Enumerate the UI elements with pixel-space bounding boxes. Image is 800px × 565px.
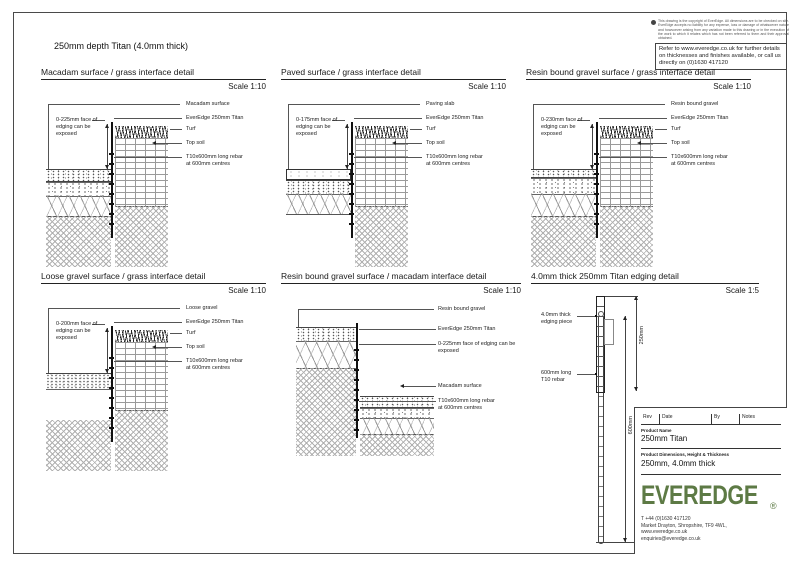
label-rebar: at 600mm centres [426, 161, 471, 167]
dimension-arrow [345, 124, 349, 128]
leader-line [359, 344, 436, 345]
label-edging: EverEdge 250mm Titan [186, 115, 244, 121]
leader-line [114, 157, 182, 158]
label-exposed-face: 0-225mm face of [56, 117, 98, 123]
topsoil-hatch [600, 138, 653, 207]
label-exposed-face: exposed [296, 131, 317, 137]
label-exposed-face: exposed [56, 335, 77, 341]
subsoil-hatch [360, 434, 434, 456]
panel-scale: Scale 1:10 [713, 82, 751, 91]
label-edging: EverEdge 250mm Titan [671, 115, 729, 121]
hardcore-hatch [531, 193, 596, 217]
dimension-arrow [105, 165, 109, 169]
rebar-ties [354, 341, 359, 431]
revision-table-header [641, 414, 781, 425]
label-exposed-face: edging can be [541, 124, 576, 130]
subsoil-hatch [296, 368, 356, 456]
product-name-label: Product Name [641, 428, 672, 433]
subsoil-hatch [531, 216, 596, 267]
label-exposed-face: 0-225mm face of edging can be [438, 341, 516, 347]
dimension-arrow [345, 165, 349, 169]
label-turf: Turf [186, 330, 196, 336]
label-turf: Turf [426, 126, 436, 132]
leader-dot [111, 156, 113, 158]
dimension-arrow [634, 296, 638, 300]
product-name-value: 250mm Titan [641, 434, 688, 443]
panel-title: Resin bound gravel surface / macadam interface detail [281, 271, 521, 284]
label-exposed-face: exposed [438, 348, 459, 354]
hardcore-hatch [360, 417, 434, 435]
leader-line [359, 401, 436, 402]
copyright-disclaimer-text: This drawing is the copyright of EverEdge. All dimensions are to be checked on site. EverEdge accepts no liability for any expense, loss or damage of whatsoever nature and howsoever arising from any variation made to this drawing or in the execution of the work to which it relates which has not been referred to them and their approval obtained. [658, 19, 789, 41]
label-turf: Turf [186, 126, 196, 132]
leader-line [577, 374, 595, 375]
detail-panel-paved-grass [281, 67, 506, 167]
label-topsoil: Top soil [186, 344, 205, 350]
refer-note-box: Refer to www.everedge.co.uk for further details on thicknesses and finishes available, or call us directly on (0)1630 417120 [655, 43, 787, 70]
leader-line [359, 329, 436, 330]
copyright-icon [651, 20, 656, 25]
panel-scale: Scale 1:10 [228, 82, 266, 91]
panel-scale: Scale 1:10 [228, 286, 266, 295]
panel-title: Loose gravel surface / grass interface detail [41, 271, 266, 284]
hardcore-hatch [296, 340, 356, 369]
leader-line [655, 129, 667, 130]
dimension-arrow [634, 387, 638, 391]
rev-column-header: Rev [643, 414, 652, 420]
label-rebar: at 600mm centres [186, 161, 231, 167]
label-surface: Resin bound gravel [671, 101, 719, 107]
subsoil-hatch [115, 410, 168, 471]
witness-line [288, 104, 289, 169]
leader-line [641, 143, 667, 144]
leader-line [288, 104, 420, 105]
label-exposed-face: 0-230mm face of [541, 117, 583, 123]
leader-line [156, 347, 182, 348]
label-exposed-face: 0-175mm face of [296, 117, 338, 123]
witness-line [48, 104, 49, 169]
label-surface: Macadam surface [186, 101, 230, 107]
exposed-face-dimension [592, 124, 593, 169]
witness-line [298, 309, 299, 327]
contact-address: Market Drayton, Shropshire, TF9 4WL, [641, 522, 727, 529]
label-rebar: T10x600mm long rebar [186, 154, 243, 160]
leader-dot [356, 400, 358, 402]
subsoil-hatch [115, 206, 168, 267]
height-dimension-line [636, 296, 637, 391]
product-dimensions-value: 250mm, 4.0mm thick [641, 459, 716, 468]
label-rebar: T10 rebar [541, 377, 565, 383]
label-rebar: at 600mm centres [438, 405, 483, 411]
leader-line [599, 157, 667, 158]
label-exposed-face: edging can be [56, 328, 91, 334]
copyright-disclaimer [651, 19, 789, 40]
leader-line [577, 316, 595, 317]
label-rebar: 600mm long [541, 370, 572, 376]
hardcore-hatch [286, 193, 351, 215]
subsoil-hatch [600, 206, 653, 267]
label-exposed-face: edging can be [296, 124, 331, 130]
leader-dot [111, 360, 113, 362]
label-topsoil: Top soil [671, 140, 690, 146]
leader-line [533, 104, 665, 105]
label-surface: Paving slab [426, 101, 455, 107]
length-dimension-line [625, 316, 626, 542]
leader-line [156, 143, 182, 144]
dimension-arrow [623, 316, 627, 320]
panel-scale: Scale 1:10 [483, 286, 521, 295]
leader-line [48, 104, 180, 105]
detail-drawing [286, 97, 506, 267]
dimension-arrow [105, 369, 109, 373]
everedge-logo: EVEREDGE [641, 480, 758, 510]
topsoil-hatch [115, 342, 168, 411]
subsoil-hatch [46, 216, 111, 267]
detail-panel-resin-grass [526, 67, 751, 167]
length-dimension-text: 600mm [628, 416, 634, 435]
label-exposed-face: exposed [56, 131, 77, 137]
label-surface2: Macadam surface [438, 383, 482, 389]
divider [641, 474, 781, 475]
panel-scale: Scale 1:5 [725, 286, 759, 295]
subsoil-hatch [46, 420, 111, 471]
label-turf: Turf [671, 126, 681, 132]
panel-title: 4.0mm thick 250mm Titan edging detail [531, 271, 759, 284]
exposed-face-dimension [107, 124, 108, 169]
dimension-arrow [105, 328, 109, 332]
subsoil-hatch [355, 206, 408, 267]
witness-line [596, 542, 638, 543]
leader-dot [595, 373, 597, 375]
title-block [634, 407, 787, 554]
date-column-header: Date [659, 414, 711, 424]
leader-dot [351, 156, 353, 158]
detail-drawing [46, 301, 266, 471]
witness-line [533, 104, 534, 169]
height-dimension-text: 250mm [639, 326, 645, 345]
contact-email: enquiries@everedge.co.uk [641, 535, 701, 542]
leader-line [298, 309, 434, 310]
leader-line [48, 308, 180, 309]
topsoil-hatch [355, 138, 408, 207]
label-surface: Resin bound gravel [438, 306, 486, 312]
label-topsoil: Top soil [186, 140, 205, 146]
notes-column-header: Notes [739, 414, 781, 424]
label-rebar: at 600mm centres [186, 365, 231, 371]
leader-line [114, 118, 182, 119]
detail-panel-resin-macadam [281, 271, 521, 411]
label-rebar: T10x600mm long rebar [426, 154, 483, 160]
label-edging: EverEdge 250mm Titan [438, 326, 496, 332]
leader-dot [356, 343, 358, 345]
loose-gravel-hatch [46, 373, 111, 390]
label-exposed-face: edging can be [56, 124, 91, 130]
label-edging-piece: 4.0mm thick [541, 312, 571, 318]
rebar-sleeve [604, 319, 614, 345]
leader-dot [596, 156, 598, 158]
contact-details [641, 516, 727, 542]
leader-line [396, 143, 422, 144]
fixing-circle [598, 311, 604, 317]
label-exposed-face: exposed [541, 131, 562, 137]
leader-line [114, 322, 182, 323]
sheet-border [13, 12, 787, 554]
label-rebar: T10x600mm long rebar [438, 398, 495, 404]
label-rebar: at 600mm centres [671, 161, 716, 167]
detail-drawing [296, 301, 521, 461]
witness-line [48, 308, 49, 373]
paving-slab [286, 169, 351, 180]
topsoil-hatch [115, 138, 168, 207]
label-edging: EverEdge 250mm Titan [186, 319, 244, 325]
leader-line [410, 129, 422, 130]
label-rebar: T10x600mm long rebar [186, 358, 243, 364]
contact-phone: T +44 (0)1630 417120 [641, 516, 691, 522]
panel-title: Macadam surface / grass interface detail [41, 67, 266, 80]
contact-website: www.everedge.co.uk [641, 529, 688, 535]
panel-scale: Scale 1:10 [468, 82, 506, 91]
dimension-arrow [590, 165, 594, 169]
by-column-header: By [711, 414, 739, 424]
label-rebar: T10x600mm long rebar [671, 154, 728, 160]
label-exposed-face: 0-200mm face of [56, 321, 98, 327]
dimension-arrow [590, 124, 594, 128]
exposed-face-dimension [347, 124, 348, 169]
hardcore-hatch [46, 195, 111, 217]
label-surface: Loose gravel [186, 305, 218, 311]
divider [641, 448, 781, 449]
leader-line [114, 361, 182, 362]
product-dimensions-label: Product Dimensions, Height & Thickness [641, 452, 730, 457]
dimension-arrow [105, 124, 109, 128]
exposed-face-dimension [107, 328, 108, 373]
label-edging: EverEdge 250mm Titan [426, 115, 484, 121]
leader-line [599, 118, 667, 119]
label-topsoil: Top soil [426, 140, 445, 146]
panel-title: Resin bound gravel surface / grass interface detail [526, 67, 751, 80]
leader-line [170, 333, 182, 334]
leader-line [354, 157, 422, 158]
label-edging-piece: edging piece [541, 319, 573, 325]
detail-drawing [46, 97, 266, 267]
detail-drawing [531, 97, 751, 267]
detail-panel-macadam-grass [41, 67, 266, 167]
leader-line [354, 118, 422, 119]
panel-title: Paved surface / grass interface detail [281, 67, 506, 80]
sheet-title: 250mm depth Titan (4.0mm thick) [54, 41, 189, 51]
leader-line [170, 129, 182, 130]
leader-dot [595, 315, 597, 317]
leader-line [404, 386, 436, 387]
detail-panel-gravel-grass [41, 271, 266, 371]
registered-trademark-icon: ® [770, 501, 777, 511]
